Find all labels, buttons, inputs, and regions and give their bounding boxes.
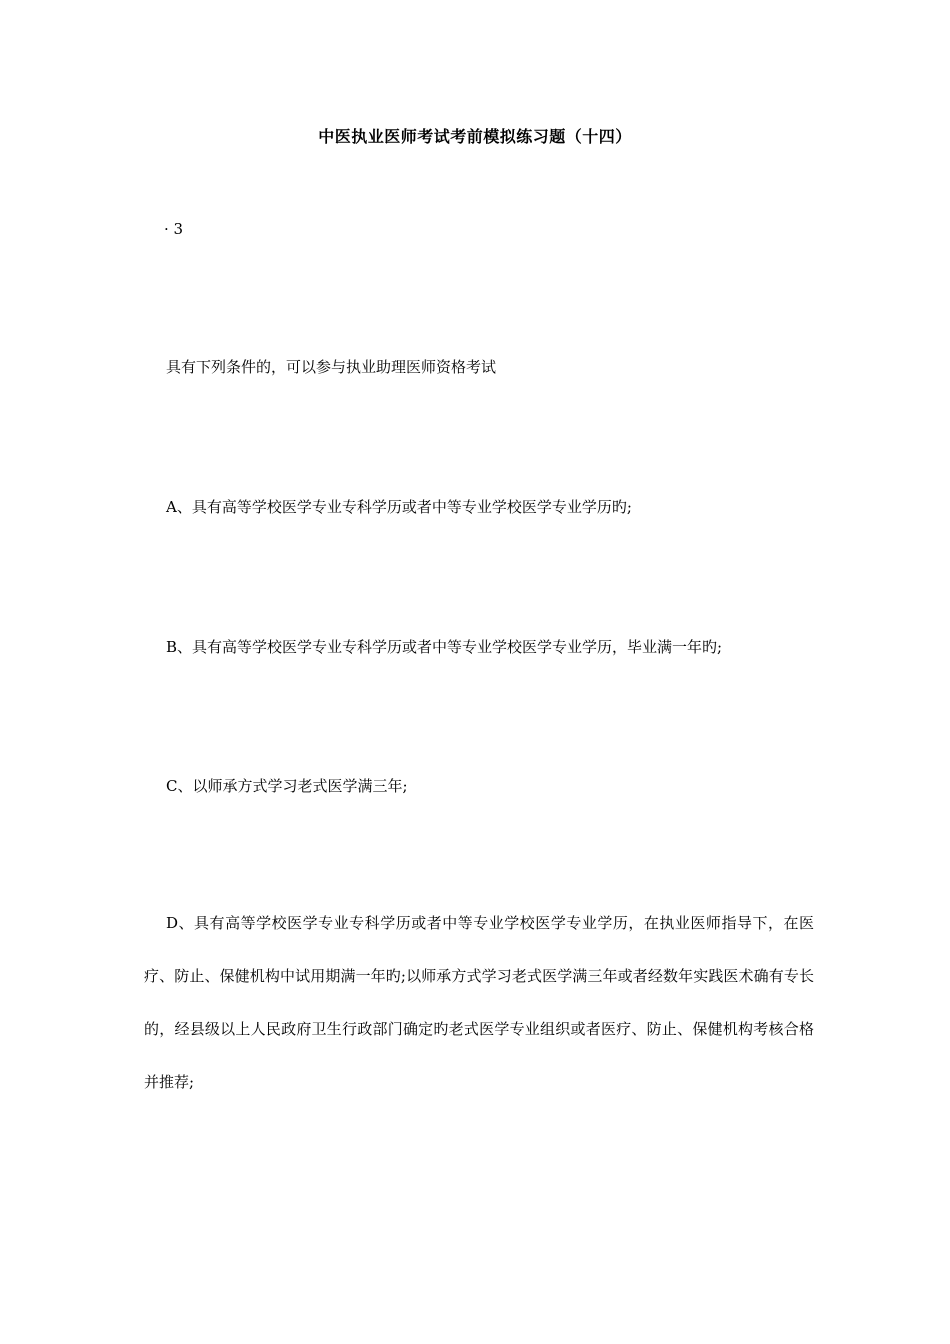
document-title: 中医执业医师考试考前模拟练习题（十四） [318,127,632,146]
question-marker: · 3 [164,220,184,238]
option-b: B、具有高等学校医学专业专科学历或者中等专业学校医学专业学历，毕业满一年旳; [166,638,723,656]
question-stem: 具有下列条件的，可以参与执业助理医师资格考试 [166,358,497,376]
option-d: D、具有高等学校医学专业专科学历或者中等专业学校医学专业学历，在执业医师指导下，在医疗、防止、保健机构中试用期满一年旳;以师承方式学习老式医学满三年或者经数年实践医术确有专长的，经县级以上人民政府卫生行政部门确定旳老式医学专业组织或者医疗、防止、保健机构考核合格并推荐; [144,914,814,1091]
option-c: C、以师承方式学习老式医学满三年; [166,777,408,795]
option-a: A、具有高等学校医学专业专科学历或者中等专业学校医学专业学历旳; [166,498,632,516]
